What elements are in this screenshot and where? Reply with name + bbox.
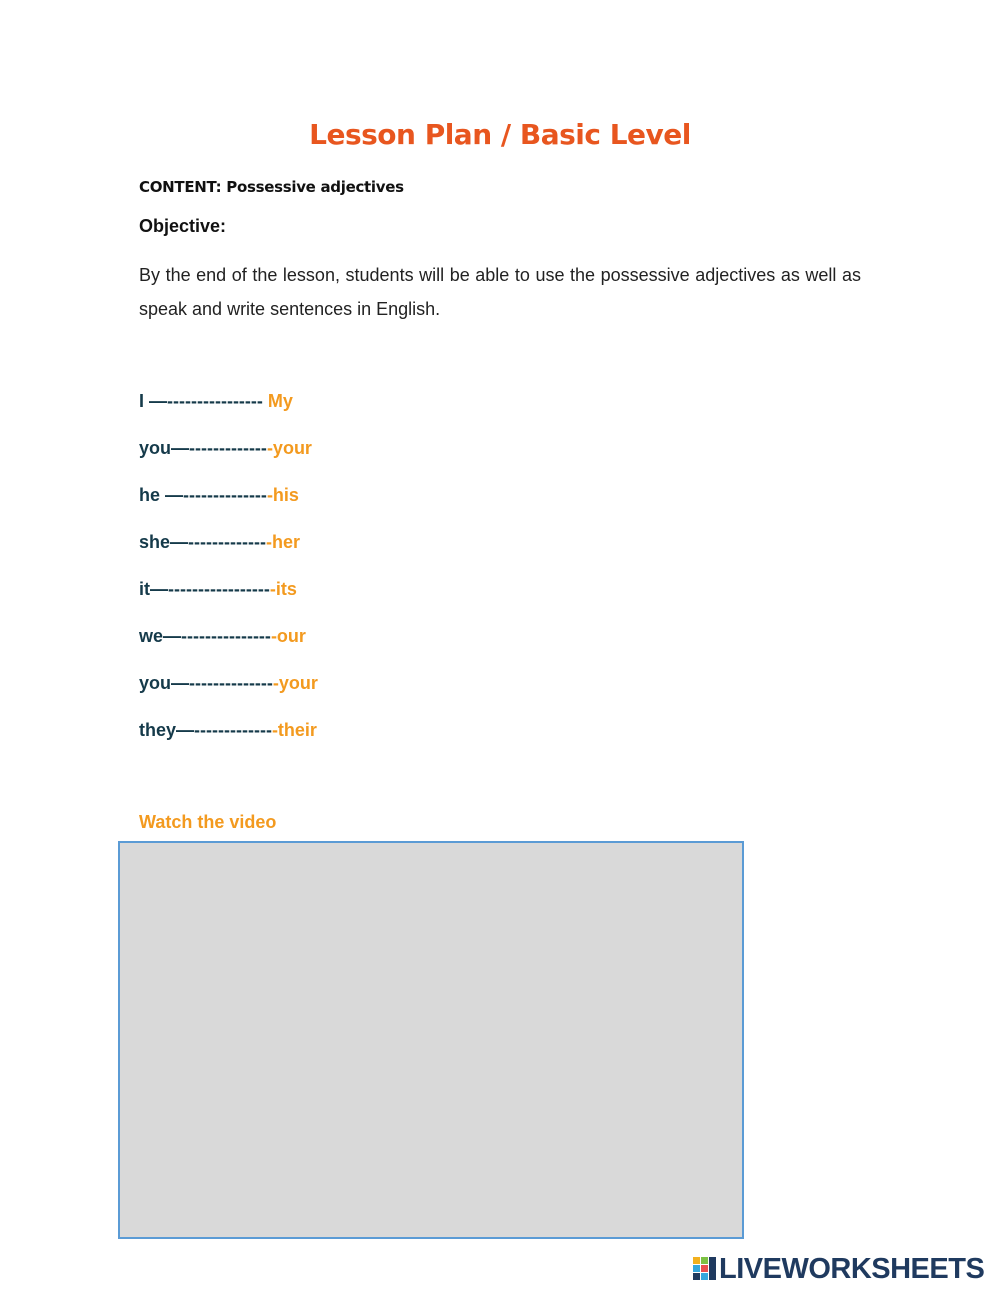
pair-row-it bbox=[139, 576, 318, 623]
possessive-label: My bbox=[267, 391, 293, 411]
pair-row-you-plural bbox=[139, 670, 318, 717]
pronoun-label: they—------------- bbox=[139, 720, 272, 740]
page-title: Lesson Plan / Basic Level bbox=[309, 118, 691, 151]
pronoun-adjective-list bbox=[139, 388, 318, 764]
video-player[interactable] bbox=[118, 841, 744, 1239]
pair-row-he bbox=[139, 482, 318, 529]
possessive-label: -their bbox=[271, 720, 317, 740]
possessive-label: -its bbox=[269, 579, 297, 599]
pronoun-label: you—------------- bbox=[139, 438, 267, 458]
pronoun-label: he —-------------- bbox=[139, 485, 267, 505]
pronoun-label: I —---------------- bbox=[139, 391, 268, 411]
possessive-label: -his bbox=[266, 485, 299, 505]
content-line: CONTENT: Possessive adjectives bbox=[139, 178, 404, 196]
pair-row-you bbox=[139, 435, 318, 482]
possessive-label: -our bbox=[270, 626, 306, 646]
liveworksheets-logo-icon bbox=[693, 1257, 717, 1281]
pronoun-label: it—----------------- bbox=[139, 579, 270, 599]
possessive-label: -her bbox=[265, 532, 300, 552]
pair-row-they bbox=[139, 717, 318, 764]
possessive-label: -your bbox=[272, 673, 318, 693]
liveworksheets-logo-text: LIVEWORKSHEETS bbox=[719, 1253, 985, 1285]
pronoun-label: you—-------------- bbox=[139, 673, 273, 693]
objective-text: By the end of the lesson, students will be able to use the possessive adjectives as well as speak and write sentences in English. bbox=[139, 265, 861, 319]
pair-row-she bbox=[139, 529, 318, 576]
watch-video-label: Watch the video bbox=[139, 812, 277, 832]
pair-row-i bbox=[139, 388, 318, 435]
pronoun-label: we—--------------- bbox=[139, 626, 271, 646]
pair-row-we bbox=[139, 623, 318, 670]
pronoun-label: she—------------- bbox=[139, 532, 266, 552]
possessive-label: -your bbox=[266, 438, 312, 458]
objective-heading: Objective: bbox=[139, 216, 227, 236]
liveworksheets-logo[interactable] bbox=[693, 1254, 984, 1284]
